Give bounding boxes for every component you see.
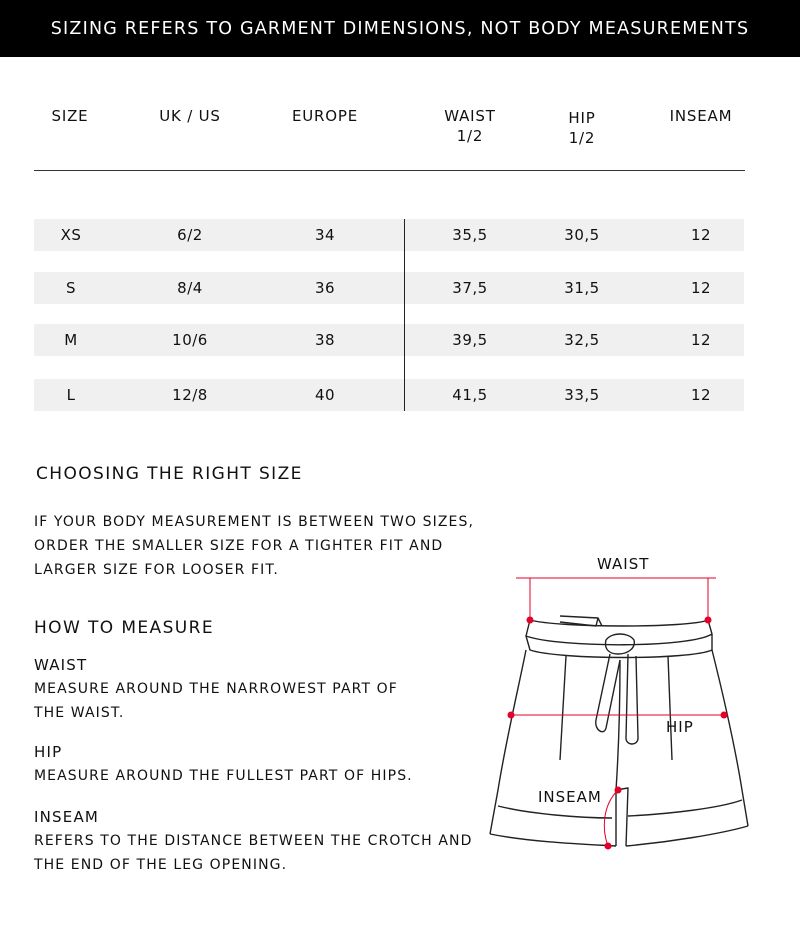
cell-size: L — [66, 386, 76, 404]
cell-inseam: 12 — [690, 331, 712, 349]
inseam-title: INSEAM — [34, 808, 100, 826]
table-row — [34, 379, 744, 411]
header-uk-us: UK / US — [159, 107, 221, 125]
cell-hip: 33,5 — [564, 386, 600, 404]
hip-measure-line — [508, 712, 728, 719]
inseam-diagram-label: INSEAM — [538, 788, 602, 806]
cell-europe: 34 — [314, 226, 336, 244]
choosing-title: CHOOSING THE RIGHT SIZE — [36, 464, 303, 484]
table-column-divider — [404, 219, 405, 411]
waist-text: MEASURE AROUND THE NARROWEST PART OF THE WAIST. — [34, 681, 398, 721]
header-hip: HIP 1/2 — [568, 109, 596, 147]
shorts-outline — [490, 616, 748, 846]
banner-text: SIZING REFERS TO GARMENT DIMENSIONS, NOT BODY MEASUREMENTS — [50, 18, 750, 39]
cell-size: S — [65, 279, 77, 297]
measure-title: HOW TO MEASURE — [34, 618, 214, 638]
inseam-text: REFERS TO THE DISTANCE BETWEEN THE CROTCH AND THE END OF THE LEG OPENING. — [34, 833, 473, 873]
top-banner — [0, 0, 800, 57]
waist-diagram-label: WAIST — [597, 555, 650, 573]
header-inseam: INSEAM — [669, 107, 733, 125]
cell-hip: 32,5 — [564, 331, 600, 349]
waist-title: WAIST — [34, 656, 88, 674]
table-row — [34, 219, 744, 251]
cell-uk-us: 8/4 — [177, 279, 203, 297]
cell-hip: 30,5 — [564, 226, 600, 244]
cell-size: XS — [60, 226, 82, 244]
cell-europe: 40 — [314, 386, 336, 404]
cell-inseam: 12 — [690, 386, 712, 404]
header-divider — [34, 170, 745, 171]
cell-inseam: 12 — [690, 226, 712, 244]
table-row — [34, 272, 744, 304]
cell-waist: 35,5 — [452, 226, 488, 244]
header-waist: WAIST 1/2 — [444, 107, 496, 145]
cell-hip: 31,5 — [564, 279, 600, 297]
cell-uk-us: 10/6 — [172, 331, 208, 349]
table-row — [34, 324, 744, 356]
header-europe: EUROPE — [291, 107, 358, 125]
cell-waist: 41,5 — [452, 386, 488, 404]
hip-diagram-label: HIP — [666, 718, 694, 736]
cell-size: M — [64, 331, 78, 349]
hip-text: MEASURE AROUND THE FULLEST PART OF HIPS. — [34, 768, 413, 784]
cell-uk-us: 6/2 — [177, 226, 203, 244]
waist-measure-line — [516, 578, 716, 624]
cell-waist: 39,5 — [452, 331, 488, 349]
shorts-diagram — [480, 545, 760, 865]
header-size: SIZE — [51, 107, 89, 125]
choosing-text: IF YOUR BODY MEASUREMENT IS BETWEEN TWO SIZES, ORDER THE SMALLER SIZE FOR A TIGHTER FIT AND LARGER SIZE FOR LOOSER FIT. — [34, 514, 475, 578]
cell-europe: 38 — [314, 331, 336, 349]
cell-waist: 37,5 — [452, 279, 488, 297]
hip-title: HIP — [34, 743, 63, 761]
cell-uk-us: 12/8 — [172, 386, 208, 404]
cell-inseam: 12 — [690, 279, 712, 297]
cell-europe: 36 — [314, 279, 336, 297]
